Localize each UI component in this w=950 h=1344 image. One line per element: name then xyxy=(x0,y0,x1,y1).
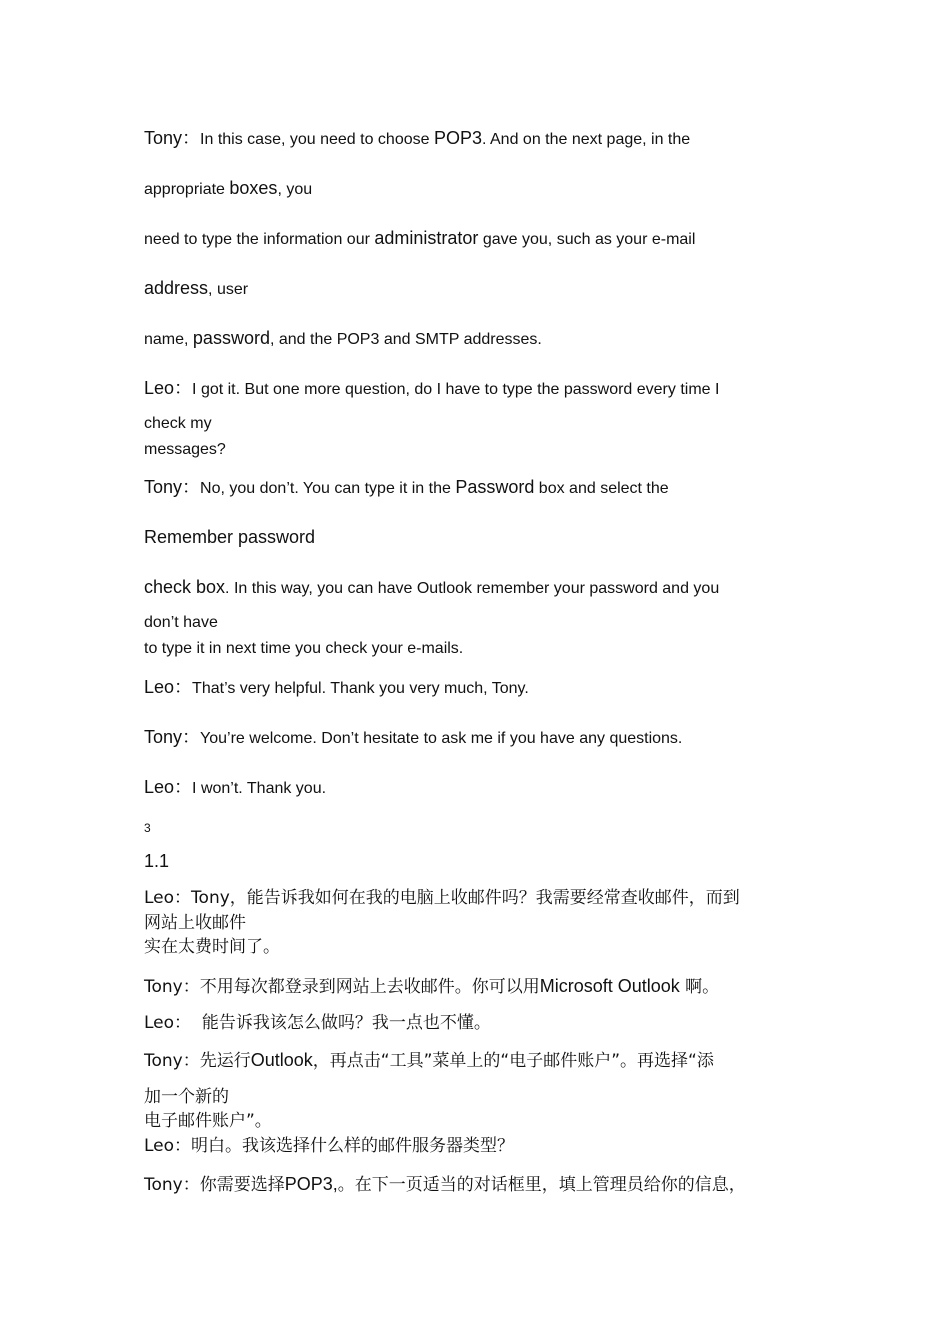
dialogue-line xyxy=(144,440,226,460)
dialogue-text: gave you, such as your e-mail xyxy=(478,231,696,248)
dialogue-text: need to type the information our xyxy=(144,231,375,248)
speaker-name: Leo： xyxy=(144,677,193,697)
dialogue-line xyxy=(144,128,690,150)
dialogue-text: box and select the xyxy=(534,480,669,497)
dialogue-line xyxy=(144,639,463,659)
dialogue-line xyxy=(144,477,669,499)
speaker-name: Leo： xyxy=(144,378,193,398)
page-number: 3 xyxy=(144,821,151,835)
dialogue-text: . And on the next page, in the xyxy=(482,131,691,148)
dialogue-line xyxy=(144,1136,514,1156)
dialogue-text: 明白。我该选择什么样的邮件服务器类型？ xyxy=(191,1136,515,1156)
dialogue-line xyxy=(144,613,218,633)
dialogue-text: 电子邮件账户”。 xyxy=(144,1111,272,1131)
dialogue-text: You’re welcome. Don’t hesitate to ask me if you have any questions. xyxy=(200,730,683,747)
dialogue-text: name, xyxy=(144,331,193,348)
dialogue-line xyxy=(144,976,719,997)
dialogue-text: check box xyxy=(144,577,226,597)
dialogue-text: , you xyxy=(277,181,313,198)
dialogue-line xyxy=(144,178,312,200)
speaker-name: Tony： xyxy=(144,128,201,148)
speaker-name: Leo： xyxy=(144,1013,192,1033)
dialogue-line xyxy=(144,278,248,300)
dialogue-line xyxy=(144,228,695,250)
dialogue-text: In this case, you need to choose xyxy=(200,131,434,148)
dialogue-text: I got it. But one more question, do I have to type the password every time I xyxy=(192,381,720,398)
dialogue-text: POP3, xyxy=(284,1174,338,1194)
dialogue-line xyxy=(144,913,246,933)
dialogue-text: Tony，能告诉我如何在我的电脑上收邮件吗？我需要经常查收邮件，而到 xyxy=(191,888,740,908)
dialogue-text: Remember password xyxy=(144,527,316,547)
dialogue-text: Microsoft Outlook xyxy=(539,976,680,996)
speaker-name: Tony： xyxy=(144,1175,200,1195)
dialogue-line xyxy=(144,777,326,799)
dialogue-text: , and the POP3 and SMTP addresses. xyxy=(269,331,542,348)
dialogue-line xyxy=(144,577,719,599)
dialogue-text: check my xyxy=(144,415,212,432)
dialogue-text: appropriate xyxy=(144,181,230,198)
dialogue-text: to type it in next time you check your e-mails. xyxy=(144,640,464,657)
dialogue-text: No, you don’t. You can type it in the xyxy=(200,480,456,497)
dialogue-line xyxy=(144,378,719,400)
speaker-name: Tony： xyxy=(144,977,200,997)
dialogue-text: I won’t. Thank you. xyxy=(192,780,327,797)
dialogue-line xyxy=(144,328,542,350)
dialogue-line xyxy=(144,1050,714,1071)
dialogue-text: 你需要选择 xyxy=(199,1175,285,1195)
speaker-name: Tony： xyxy=(144,1051,200,1071)
dialogue-text: POP3 xyxy=(433,128,482,148)
dialogue-text: 先运行 xyxy=(199,1051,251,1071)
dialogue-line xyxy=(144,1087,229,1107)
dialogue-line xyxy=(144,527,315,549)
dialogue-text: address xyxy=(144,278,209,298)
dialogue-text: , user xyxy=(208,281,249,298)
speaker-name: Leo： xyxy=(144,777,193,797)
dialogue-text: 加一个新的 xyxy=(144,1087,229,1107)
dialogue-text: 网站上收邮件 xyxy=(144,913,246,933)
dialogue-text: don’t have xyxy=(144,614,218,631)
speaker-name: Leo： xyxy=(144,888,192,908)
dialogue-text: 。在下一页适当的对话框里，填上管理员给你的信息， xyxy=(337,1175,746,1195)
dialogue-text: 不用每次都登录到网站上去收邮件。你可以用 xyxy=(199,977,540,997)
dialogue-text: That’s very helpful. Thank you very much, Tony. xyxy=(192,680,529,697)
speaker-name: Tony： xyxy=(144,727,201,747)
dialogue-line xyxy=(144,414,212,434)
dialogue-text: Outlook xyxy=(250,1050,313,1070)
dialogue-line xyxy=(144,888,740,908)
dialogue-text: boxes xyxy=(229,178,278,198)
dialogue-text: 能告诉我该怎么做吗？我一点也不懂。 xyxy=(191,1013,491,1033)
dialogue-text: 实在太费时间了。 xyxy=(144,937,280,957)
dialogue-line xyxy=(144,1013,491,1033)
dialogue-line xyxy=(144,1111,272,1131)
speaker-name: Tony： xyxy=(144,477,201,497)
speaker-name: Leo： xyxy=(144,1136,192,1156)
dialogue-text: . In this way, you can have Outlook remember your password and you xyxy=(225,580,720,597)
dialogue-line xyxy=(144,677,529,699)
dialogue-line xyxy=(144,727,682,749)
dialogue-text: password xyxy=(192,328,270,348)
dialogue-text: 啊。 xyxy=(679,977,720,997)
dialogue-text: Password xyxy=(455,477,535,497)
dialogue-line xyxy=(144,937,280,957)
dialogue-text: administrator xyxy=(374,228,479,248)
dialogue-text: messages? xyxy=(144,441,226,458)
dialogue-line xyxy=(144,1174,746,1195)
section-heading: 1.1 xyxy=(144,851,170,871)
dialogue-text: ，再点击“工具”菜单上的“电子邮件账户”。再选择“添 xyxy=(312,1051,714,1071)
